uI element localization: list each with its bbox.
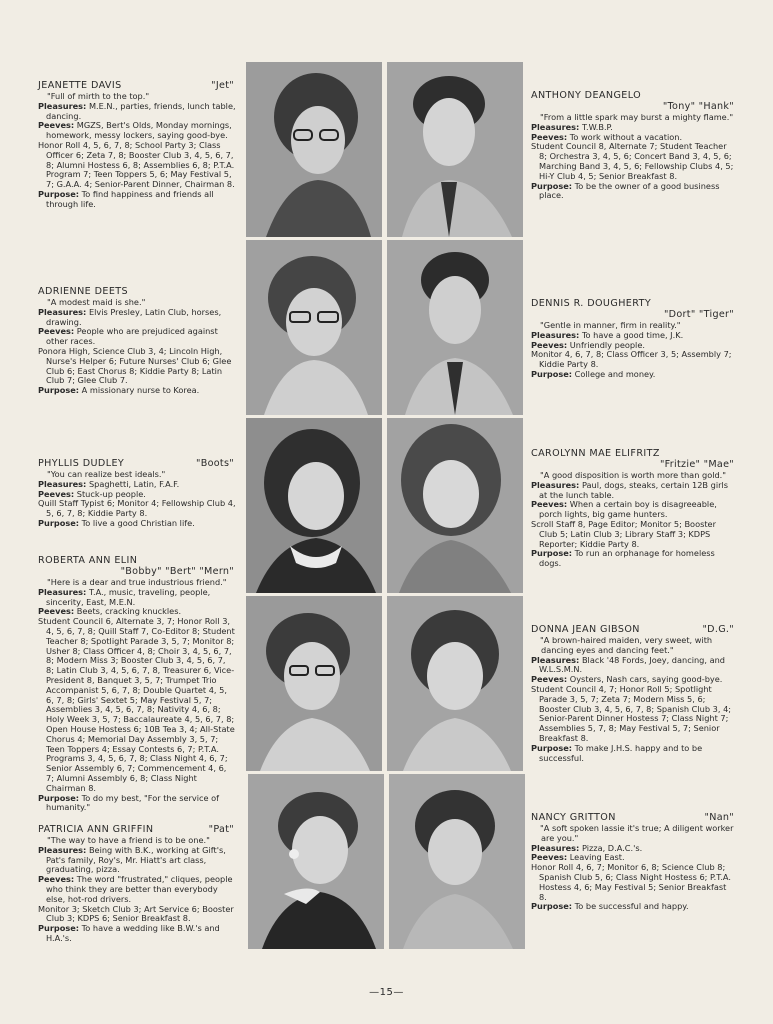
peeves: Peeves: MGZS, Bert's Olds, Monday mornings, homework, messy lockers, saying good-bye. xyxy=(38,120,232,141)
student-quote: "A modest maid is she." xyxy=(47,297,146,307)
student-nickname: "Jet" xyxy=(211,80,234,91)
activities: Ponora High, Science Club 3, 4; Lincoln High, Nurse's Helper 6; Future Nurses' Club 6; Glee Club 6; East Chorus 8; Kiddie Party 8; Latin Club 7; Glee Club 7. xyxy=(38,345,232,386)
portrait-photo-adrienne-deets xyxy=(246,240,382,415)
portrait-grid xyxy=(246,62,523,948)
portrait-photo-donna-gibson xyxy=(387,596,523,771)
page-number: —15— xyxy=(369,987,404,998)
student-name: PHYLLIS DUDLEY xyxy=(38,458,125,469)
purpose: Purpose: To run an orphanage for homeless dogs. xyxy=(531,548,715,569)
entry-nancy-gritton xyxy=(531,812,736,912)
student-nickname: "Bobby" "Bert" "Mern" xyxy=(120,566,234,577)
entry-patricia-ann-griffin xyxy=(38,824,236,944)
student-quote: "The way to have a friend is to be one." xyxy=(47,835,210,845)
portrait-photo-phyllis-dudley xyxy=(246,418,382,593)
entry-phyllis-dudley xyxy=(38,458,236,529)
purpose: Purpose: To be the owner of a good business place. xyxy=(531,180,720,201)
student-name: CAROLYNN MAE ELIFRITZ xyxy=(531,448,660,459)
student-quote: "Gentle in manner, firm in reality." xyxy=(540,320,681,330)
student-quote: "Full of mirth to the top." xyxy=(47,91,150,101)
student-name: ROBERTA ANN ELIN xyxy=(38,555,138,566)
activities: Student Council 4, 7; Honor Roll 5; Spotlight Parade 3, 5, 7; Zeta 7; Modern Miss 5, 6; Booster Club 3, 4, 5, 6, 7, 8; Spanish Club 3, 4; Senior-Parent Dinner Hostess 7; Class Night 7; Assemblies 5, 7, 8; May Festival 5, 7; Senior Breakfast 8. xyxy=(531,683,732,743)
entry-donna-gibson xyxy=(531,624,736,763)
activities: Honor Roll 4, 6, 7; Monitor 6, 8; Science Club 8; Spanish Club 5, 6; Class Night Hostess 6; P.T.A. Hostess 4, 6; May Festival 5; Senior Breakfast 8. xyxy=(531,862,731,902)
pleasures: Pleasures: Black '48 Fords, Joey, dancing, and W.L.S.M.N. xyxy=(531,654,725,675)
entry-dennis-dougherty xyxy=(531,298,736,380)
purpose: Purpose: To make J.H.S. happy and to be successful. xyxy=(531,742,703,763)
purpose: Purpose: To live a good Christian life. xyxy=(38,517,195,528)
pleasures: Pleasures: Elvis Presley, Latin Club, horses, drawing. xyxy=(38,306,222,327)
entry-anthony-deangelo xyxy=(531,90,736,201)
student-quote: "A good disposition is worth more than gold." xyxy=(540,470,727,480)
student-nickname: "Boots" xyxy=(195,458,234,469)
student-quote: "A brown-haired maiden, very sweet, with dancing eyes and dancing feet." xyxy=(540,635,713,655)
entry-roberta-ann-elin xyxy=(38,555,236,813)
peeves: Peeves: People who are prejudiced against other races. xyxy=(38,326,218,347)
student-nickname: "Nan" xyxy=(704,812,734,823)
pleasures: Pleasures: Spaghetti, Latin, F.A.F. xyxy=(38,478,180,489)
portrait-photo-jeanette-davis xyxy=(246,62,382,237)
pleasures: Pleasures: Paul, dogs, steaks, certain 12B girls at the lunch table. xyxy=(531,479,729,500)
student-nickname: "Tony" "Hank" xyxy=(662,101,734,112)
activities: Monitor 4, 6, 7, 8; Class Officer 3, 5; Assembly 7; Kiddie Party 8. xyxy=(531,349,732,370)
portrait-photo-roberta-elin xyxy=(246,596,382,771)
pleasures: Pleasures: Pizza, D.A.C.'s. xyxy=(531,842,643,853)
student-name: NANCY GRITTON xyxy=(531,812,616,823)
student-quote: "A soft spoken lassie it's true; A diligent worker are you." xyxy=(540,823,734,843)
activities: Honor Roll 4, 5, 6, 7, 8; School Party 3; Class Officer 6; Zeta 7, 8; Booster Club 3, 4, 5, 6, 7, 8; Alumni Hostess 6, 8; Assemblies 6, 8; P.T.A. Program 7; Teen Toppers 5, 6; May Festival 5, 7; G.A.A. 4; Senior-Parent Dinner, Chairman 8. xyxy=(38,139,235,190)
peeves: Peeves: To work without a vacation. xyxy=(531,131,683,142)
peeves: Peeves: Beets, cracking knuckles. xyxy=(38,606,182,617)
activities: Quill Staff Typist 6; Monitor 4; Fellowship Club 4, 5, 6, 7, 8; Kiddie Party 8. xyxy=(38,498,236,519)
student-nickname: "D.G." xyxy=(702,624,734,635)
student-name: PATRICIA ANN GRIFFIN xyxy=(38,824,154,835)
purpose: Purpose: To be successful and happy. xyxy=(531,901,689,912)
peeves: Peeves: When a certain boy is disagreeable, porch lights, big game hunters. xyxy=(531,499,717,520)
student-quote: "Here is a dear and true industrious friend." xyxy=(47,577,227,587)
pleasures: Pleasures: T.W.B.P. xyxy=(531,121,613,132)
peeves: Peeves: Leaving East. xyxy=(531,852,625,863)
portrait-photo-dennis-dougherty xyxy=(387,240,523,415)
purpose: Purpose: To do my best, "For the service of humanity." xyxy=(38,792,220,813)
student-nickname: "Fritzie" "Mae" xyxy=(659,459,734,470)
pleasures: Pleasures: M.E.N., parties, friends, lunch table, dancing. xyxy=(38,100,236,121)
portrait-photo-nancy-gritton xyxy=(389,774,525,949)
student-name: DONNA JEAN GIBSON xyxy=(531,624,640,635)
peeves: Peeves: Stuck-up people. xyxy=(38,488,146,499)
portrait-photo-carolynn-elifritz xyxy=(387,418,523,593)
student-name: ANTHONY DEANGELO xyxy=(531,90,642,101)
entry-carolynn-elifritz xyxy=(531,448,736,569)
activities: Scroll Staff 8, Page Editor; Monitor 5; Booster Club 5; Latin Club 3; Library Staff 3; KDPS Reporter; Kiddie Party 8. xyxy=(531,518,716,549)
pleasures: Pleasures: To have a good time, J.K. xyxy=(531,329,684,340)
student-quote: "You can realize best ideals." xyxy=(47,469,166,479)
purpose: Purpose: A missionary nurse to Korea. xyxy=(38,385,200,396)
peeves: Peeves: The word "frustrated," cliques, people who think they are better than everybody else, hot-rod drivers. xyxy=(38,874,233,904)
purpose: Purpose: College and money. xyxy=(531,368,656,379)
student-nickname: "Dort" "Tiger" xyxy=(663,309,734,320)
student-quote: "From a little spark may burst a mighty flame." xyxy=(540,112,734,122)
purpose: Purpose: To find happiness and friends all through life. xyxy=(38,188,214,209)
student-name: JEANETTE DAVIS xyxy=(38,80,122,91)
activities: Student Council 6, Alternate 3, 7; Honor Roll 3, 4, 5, 6, 7, 8; Quill Staff 7, Co-Editor 8; Student Teacher 8; Spotlight Parade 3, 5, 7; Monitor 8; Usher 8; Class Officer 4, 8; Choir 3, 4, 5, 6, 7, 8; Modern Miss 3; Booster Club 3, 4, 5, 6, 7, 8; Latin Club 3, 4, 5, 6, 7, 8, Treasurer 6, Vice-President 8, Banquet 3, 5, 7; Trumpet Trio Accompanist 5, 6, 7, 8; Double Quartet 4, 5, 6, 7, 8; Girls' Sextet 5; May Festival 5, 7; Assemblies 3, 4, 5, 6, 7, 8; Nativity 4, 6, 8; Holy Week 3, 5, 7; Baccalaureate 4, 5, 6, 7, 8; Open House Hostess 6; 10B Tea 3, 4; All-State Chorus 4; Memorial Day Assembly 3, 5, 7; Teen Toppers 4; Essay Contests 6, 7; P.T.A. Programs 3, 4, 5, 6, 7, 8; Class Night 4, 6, 7; Senior Assembly 6, 7; Commencement 4, 6, 7; Alumni Assembly 6, 8; Class Night Chairman 8. xyxy=(38,616,235,793)
peeves: Peeves: Unfriendly people. xyxy=(531,339,645,350)
pleasures: Pleasures: T.A., music, traveling, people, sincerity, East, M.E.N. xyxy=(38,586,211,607)
activities: Student Council 8, Alternate 7; Student Teacher 8; Orchestra 3, 4, 5, 6; Concert Band 3, 4, 5, 6; Marching Band 3, 4, 5, 6; Fellowship Clubs 4, 5; Hi-Y Club 4, 5; Senior Breakfast 8. xyxy=(531,141,734,181)
student-nickname: "Pat" xyxy=(208,824,234,835)
entry-adrienne-deets xyxy=(38,286,236,396)
pleasures: Pleasures: Being with B.K., working at Gift's, Pat's family, Roy's, Mr. Hiatt's art class, graduating, pizza. xyxy=(38,844,226,875)
purpose: Purpose: To have a wedding like B.W.'s and H.A.'s. xyxy=(38,923,220,943)
student-name: DENNIS R. DOUGHERTY xyxy=(531,298,652,309)
portrait-photo-patricia-griffin xyxy=(248,774,384,949)
peeves: Peeves: Oysters, Nash cars, saying good-bye. xyxy=(531,674,723,685)
student-name: ADRIENNE DEETS xyxy=(38,286,129,297)
entry-jeanette-davis xyxy=(38,80,236,210)
portrait-photo-anthony-deangelo xyxy=(387,62,523,237)
activities: Monitor 3; Sketch Club 3; Art Service 6; Booster Club 3; KDPS 6; Senior Breakfast 8. xyxy=(38,903,234,924)
